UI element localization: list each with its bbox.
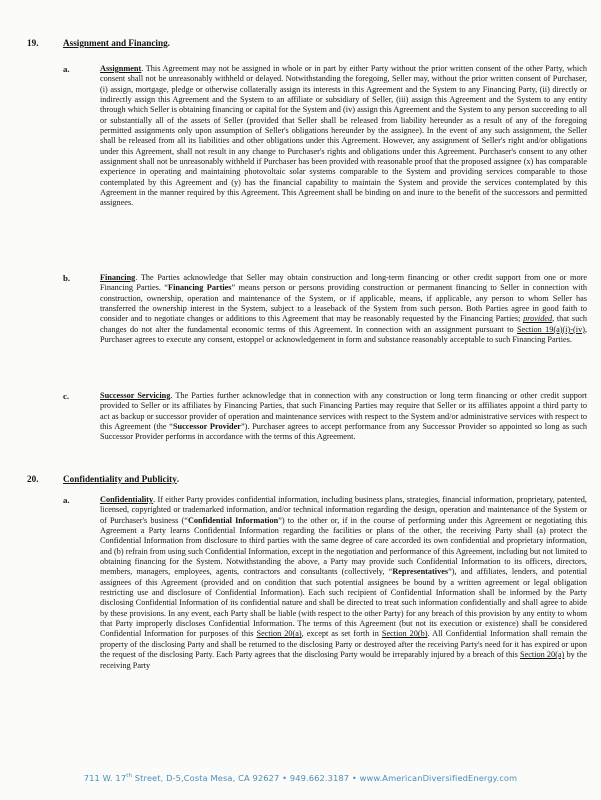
section-title: [63, 38, 170, 49]
clause-body: [100, 391, 587, 443]
footer-address: [84, 773, 280, 783]
clause-text: ” means person or persons providing construction or permanent financing to Seller in connection with construction, ownership, operation and maintenance of the System, or if applicable, means, if applicable, any person to whom Seller has transferred the ownership interest in the System, subject to a leaseback of the System from such person. Both Parties agree in good faith to consider and to negotiate changes or additions to this Agreement that may be reasonably requested by the Financing Parties;: [100, 283, 587, 324]
defined-term: Financing Parties: [168, 283, 232, 293]
defined-term: Successor Provider: [172, 422, 241, 432]
provided-term: provided: [523, 314, 553, 324]
section-reference: Section 20(a): [256, 629, 302, 639]
section-title-text: Confidentiality and Publicity: [63, 474, 177, 484]
bullet-separator: •: [351, 773, 357, 783]
clause-letter: b.: [63, 273, 71, 283]
section-reference: Section 19(a)(i)-(iv): [516, 324, 585, 334]
address-city: Street, D-5,Costa Mesa, CA 92627: [132, 773, 280, 783]
section-number: 20.: [27, 474, 39, 484]
clause-text: . All Confidential Information shall remain the property of the disclosing Party and shall be returned to the disclosing Party or destroyed after the receiving Party's need for it has expired or upon the request of the disclosing Party. Each Party agrees that the disclosing Party would be irreparably injured by a breach of this: [100, 629, 587, 660]
section-title-suffix: .: [176, 474, 180, 484]
clause-text: ”), and affiliates, lenders, and potential assignees of this Agreement (provided and on condition that such potential assignees be bound by a written agreement or legal obligation restricting use and disclosure of Confidential Information). Each such recipient of Confidential Information shall be informed by the Party disclosing Confidential Information of its confidential nature and shall be directed to treat such information confidentially and shall agree to abide by these provisions. In any event, each Party shall be liable (with respect to the other Party) for any breach of this provision by any entity to whom that Party improperly discloses Confidential Information. The terms of this Agreement (but not its execution or existence) shall be considered Confidential Information for purposes of this: [100, 567, 587, 639]
clause-text: . This Agreement may not be assigned in whole or in part by either Party without the prior written consent of the other Party, which consent shall not be unreasonably withheld or delayed. Notwithstanding the foregoing, Seller may, without the prior written consent of Purchaser, (i) assign, mortgage, pledge or otherwise collaterally assign its interests in this Agreement and the System to any Financing Party, (ii) directly or indirectly assign this Agreement and the System to an affiliate or subsidiary of Seller, (iii) assign this Agreement and the System to any entity through which Seller is obtaining financing or capital for the System and (iv) assign this Agreement and the System to any person succeeding to all or substantially all of the assets of Seller (provided that Seller shall be released from liability hereunder as a result of any of the foregoing permitted assignments only upon assumption of Seller's obligations hereunder by the assignee). In the event of any such assignment, the Seller shall be released from all its liabilities and other obligations under this Agreement. However, any assignment of Seller's right and/or obligations under this Agreement, shall not result in any change to Purchaser's rights and obligations under this Agreement. Purchaser's consent to any other assignment shall not be unreasonably withheld if Purchaser has been provided with reasonable proof that the proposed assignee (x) has comparable experience in operating and maintaining photovoltaic solar systems comparable to the System and providing services comparable to those contemplated by this Agreement and (y) has the financial capability to maintain the System and provide the services contemplated by this Agreement in the manner required by this Agreement. This Agreement shall be binding on and inure to the benefit of the successors and permitted assignees.: [100, 64, 587, 208]
clause-lead: Assignment: [100, 64, 142, 73]
defined-term: Confidential Information: [187, 515, 279, 525]
clause-letter: a.: [63, 495, 70, 505]
defined-term: Representatives: [392, 567, 449, 577]
bullet-separator: •: [282, 773, 288, 783]
section-reference: Section 20(b): [381, 629, 428, 639]
letterhead-footer: [0, 773, 601, 783]
clause-text: . The Parties further acknowledge that in connection with any construction or long term financing or other credit support provided to Seller or its affiliates by Financing Parties, that such Financing Parties may require that Seller or its affiliates appoint a third party to act as backup or successor provider of operation and maintenance services with respect to the System and/or administrative services with respect to this Agreement (the “: [100, 391, 587, 432]
section-title-text: Assignment and Financing: [63, 38, 168, 48]
clause-letter: a.: [63, 64, 70, 74]
address-ordinal: th: [126, 773, 133, 780]
section-reference: Section 20(a): [519, 650, 565, 660]
clause-lead: Confidentiality: [100, 495, 154, 504]
footer-phone: 949.662.3187: [289, 773, 350, 783]
clause-text: , Purchaser agrees to execute any consent, estoppel or acknowledgement in form and substance reasonably acceptable to such Financing Parties.: [100, 324, 588, 345]
clause-lead: Financing: [100, 273, 136, 282]
clause-text: . The Parties acknowledge that Seller may obtain construction and long-term financing or other credit support from one or more Financing Parties. “: [100, 273, 587, 293]
clause-text: by the receiving Party: [100, 650, 587, 670]
clause-body: [100, 495, 587, 671]
clause-letter: c.: [63, 391, 70, 401]
clause-text: ”) to the other or, if in the course of performing under this Agreement or negotiating this Agreement a Party learns Confidential Information regarding the facilities or plans of the other, the receiving Party shall (a) protect the Confidential Information from disclosure to third parties with the same degree of care accorded its own confidential and proprietary information, and (b) refrain from using such Confidential Information, except in the negotiation and performance of this Agreement, including but not limited to obtaining financing for the System. Notwithstanding the above, a Party may provide such Confidential Information to its officers, directors, members, managers, employees, agents, contractors and consultants (collectively, “: [100, 515, 587, 577]
clause-body: [100, 273, 587, 345]
clause-text: , except as set forth in: [301, 629, 382, 639]
clause-text: ”). Purchaser agrees to accept performance from any Successor Provider so appointed so long as such Successor Provider performs in accordance with the terms of this Agreement.: [100, 422, 588, 442]
section-title-suffix: .: [167, 38, 170, 48]
footer-website[interactable]: www.AmericanDiversifiedEnergy.com: [359, 773, 518, 783]
clause-body: [100, 64, 587, 209]
section-title: [63, 474, 179, 485]
address-street-number: 711 W. 17: [83, 773, 127, 783]
clause-lead: Successor Servicing: [100, 391, 171, 400]
section-number: 19.: [27, 38, 39, 48]
clause-text: , that such changes do not alter the fundamental economic terms of this Agreement. In connection with an assignment pursuant to: [100, 314, 588, 334]
clause-text: . If either Party provides confidential information, including business plans, strategies, financial information, proprietary, patented, licensed, copyrighted or trademarked information, and/or technical information regarding the design, operation and maintenance of the System or of Purchaser's business (“: [100, 495, 587, 525]
